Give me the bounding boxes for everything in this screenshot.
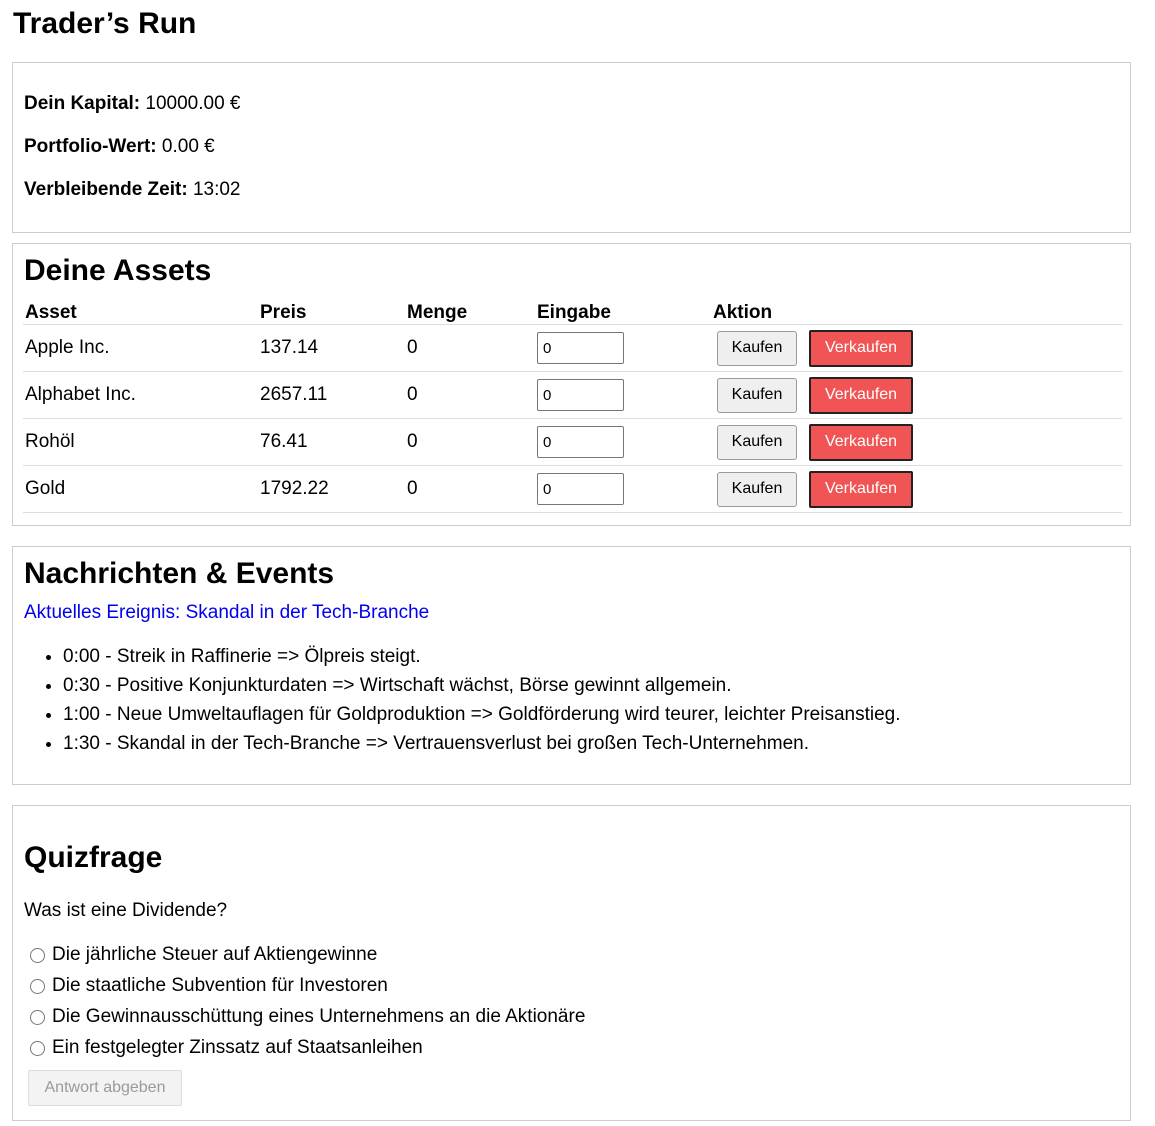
asset-name: Gold	[23, 466, 258, 513]
buy-button[interactable]: Kaufen	[717, 331, 797, 366]
asset-quantity: 0	[405, 466, 535, 513]
sell-button[interactable]: Verkaufen	[809, 330, 913, 367]
quiz-option-radio[interactable]	[30, 948, 45, 963]
quantity-input[interactable]	[537, 473, 624, 505]
table-row	[23, 325, 1122, 372]
quiz-title: Quizfrage	[24, 841, 163, 874]
news-panel	[12, 546, 1131, 785]
column-header-input: Eingabe	[535, 295, 711, 325]
asset-price: 137.14	[258, 325, 405, 372]
buy-button[interactable]: Kaufen	[717, 378, 797, 413]
quiz-option[interactable]	[28, 943, 377, 967]
quiz-option-radio[interactable]	[30, 1010, 45, 1025]
asset-quantity: 0	[405, 325, 535, 372]
table-row	[23, 466, 1122, 513]
quantity-input[interactable]	[537, 332, 624, 364]
quiz-option-label: Die staatliche Subvention für Investoren	[52, 975, 388, 996]
capital-value: 10000.00 €	[145, 93, 241, 114]
time-value: 13:02	[192, 179, 241, 200]
list-item: • 1:00 - Neue Umweltauflagen für Goldproduktion => Goldförderung wird teurer, leichter Preisanstieg.	[63, 700, 901, 729]
asset-name: Apple Inc.	[23, 325, 258, 372]
quiz-option[interactable]	[28, 1005, 585, 1029]
column-header-quantity: Menge	[405, 295, 535, 325]
time-label: Verbleibende Zeit:	[24, 179, 188, 200]
capital-stat	[24, 92, 241, 116]
list-item: • 0:00 - Streik in Raffinerie => Ölpreis steigt.	[63, 642, 901, 671]
table-row	[23, 372, 1122, 419]
quiz-option-radio[interactable]	[30, 979, 45, 994]
asset-price: 1792.22	[258, 466, 405, 513]
quantity-input[interactable]	[537, 426, 624, 458]
buy-button[interactable]: Kaufen	[717, 472, 797, 507]
news-title: Nachrichten & Events	[24, 557, 335, 590]
asset-price: 76.41	[258, 419, 405, 466]
quiz-option[interactable]	[28, 974, 388, 998]
sell-button[interactable]: Verkaufen	[809, 424, 913, 461]
sell-button[interactable]: Verkaufen	[809, 377, 913, 414]
capital-label: Dein Kapital:	[24, 93, 141, 114]
column-header-action: Aktion	[711, 295, 1122, 325]
quiz-option-label: Die Gewinnausschüttung eines Unternehmens an die Aktionäre	[52, 1006, 586, 1027]
sell-button[interactable]: Verkaufen	[809, 471, 913, 508]
asset-quantity: 0	[405, 419, 535, 466]
quiz-option-label: Ein festgelegter Zinssatz auf Staatsanleihen	[52, 1037, 423, 1058]
column-header-asset: Asset	[23, 295, 258, 325]
status-panel	[12, 62, 1131, 233]
asset-name: Rohöl	[23, 419, 258, 466]
submit-answer-button[interactable]: Antwort abgeben	[28, 1070, 182, 1106]
buy-button[interactable]: Kaufen	[717, 425, 797, 460]
assets-title: Deine Assets	[24, 254, 212, 287]
table-header-row	[23, 295, 1122, 325]
quiz-question: Was ist eine Dividende?	[24, 900, 228, 921]
portfolio-value: 0.00 €	[161, 136, 215, 157]
assets-table	[23, 295, 1122, 513]
column-header-price: Preis	[258, 295, 405, 325]
asset-price: 2657.11	[258, 372, 405, 419]
portfolio-label: Portfolio-Wert:	[24, 136, 157, 157]
time-stat	[24, 178, 240, 202]
asset-quantity: 0	[405, 372, 535, 419]
quantity-input[interactable]	[537, 379, 624, 411]
quiz-panel	[12, 805, 1131, 1121]
news-list	[24, 642, 901, 758]
table-row	[23, 419, 1122, 466]
quiz-option-label: Die jährliche Steuer auf Aktiengewinne	[52, 944, 378, 965]
quiz-option-radio[interactable]	[30, 1041, 45, 1056]
current-event: Aktuelles Ereignis: Skandal in der Tech-Branche	[24, 602, 430, 623]
list-item: • 1:30 - Skandal in der Tech-Branche => Vertrauensverlust bei großen Tech-Unternehmen.	[63, 729, 901, 758]
portfolio-stat	[24, 135, 215, 159]
list-item: • 0:30 - Positive Konjunkturdaten => Wirtschaft wächst, Börse gewinnt allgemein.	[63, 671, 901, 700]
page-title: Trader’s Run	[13, 7, 197, 40]
quiz-option[interactable]	[28, 1036, 423, 1060]
assets-panel	[12, 243, 1131, 526]
asset-name: Alphabet Inc.	[23, 372, 258, 419]
